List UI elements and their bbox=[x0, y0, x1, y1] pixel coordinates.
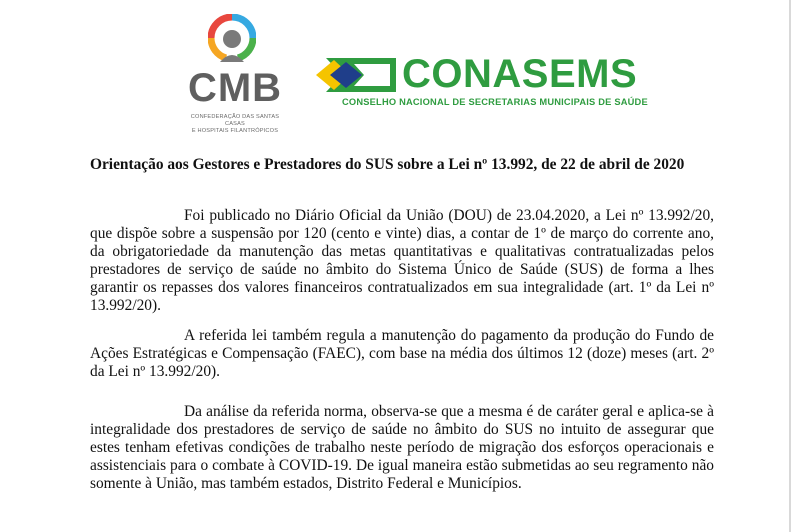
cmb-emblem-icon bbox=[208, 14, 256, 62]
conasems-wordmark: CONASEMS bbox=[402, 52, 638, 96]
cmb-logo bbox=[180, 10, 290, 135]
cmb-wordmark: CMB bbox=[187, 66, 283, 110]
conasems-subtitle: CONSELHO NACIONAL DE SECRETARIAS MUNICIPAIS DE SAÚDE bbox=[342, 97, 648, 107]
paragraph-3: Da análise da referida norma, observa-se que a mesma é de caráter geral e aplica-se à integralidade dos prestadores de serviço de saúde no âmbito do SUS no intuito de assegurar que estes tenham efetivas condições de trabalho neste período de migração dos esforços operacionais e assistenciais para o combate à COVID-19. De igual maneira estão submetidas ao seu regramento não somente à União, mas também estados, Distrito Federal e Municípios. bbox=[90, 403, 714, 492]
cmb-subtitle bbox=[180, 114, 290, 135]
document-title: Orientação aos Gestores e Prestadores do SUS sobre a Lei nº 13.992, de 22 de abril de 2020 bbox=[90, 156, 685, 173]
cmb-subtitle-line-2: E HOSPITAIS FILANTRÓPICOS bbox=[191, 128, 279, 134]
conasems-logo bbox=[316, 52, 648, 116]
paragraph-1: Foi publicado no Diário Oficial da União (DOU) de 23.04.2020, a Lei nº 13.992/20, que dispõe sobre a suspensão por 120 (cento e vinte) dias, a contar de 1º de março do corrente ano, da obrigatoriedade da manutenção das metas quantitativas e qualitativas contratualizadas pelos prestadores de serviço de saúde no âmbito do Sistema Único de Saúde (SUS) de forma a lhes garantir os repasses dos valores financeiros contratualizados em sua integralidade (art. 1º da Lei nº 13.992/20). bbox=[90, 207, 714, 314]
cmb-subtitle-line-1: CONFEDERAÇÃO DAS SANTAS CASAS bbox=[190, 114, 280, 127]
conasems-emblem-icon bbox=[316, 58, 396, 92]
paragraph-2: A referida lei também regula a manutenção do pagamento da produção do Fundo de Ações Estratégicas e Compensação (FAEC), com base na média dos últimos 12 (doze) meses (art. 2º da Lei nº 13.992/20). bbox=[90, 327, 714, 380]
